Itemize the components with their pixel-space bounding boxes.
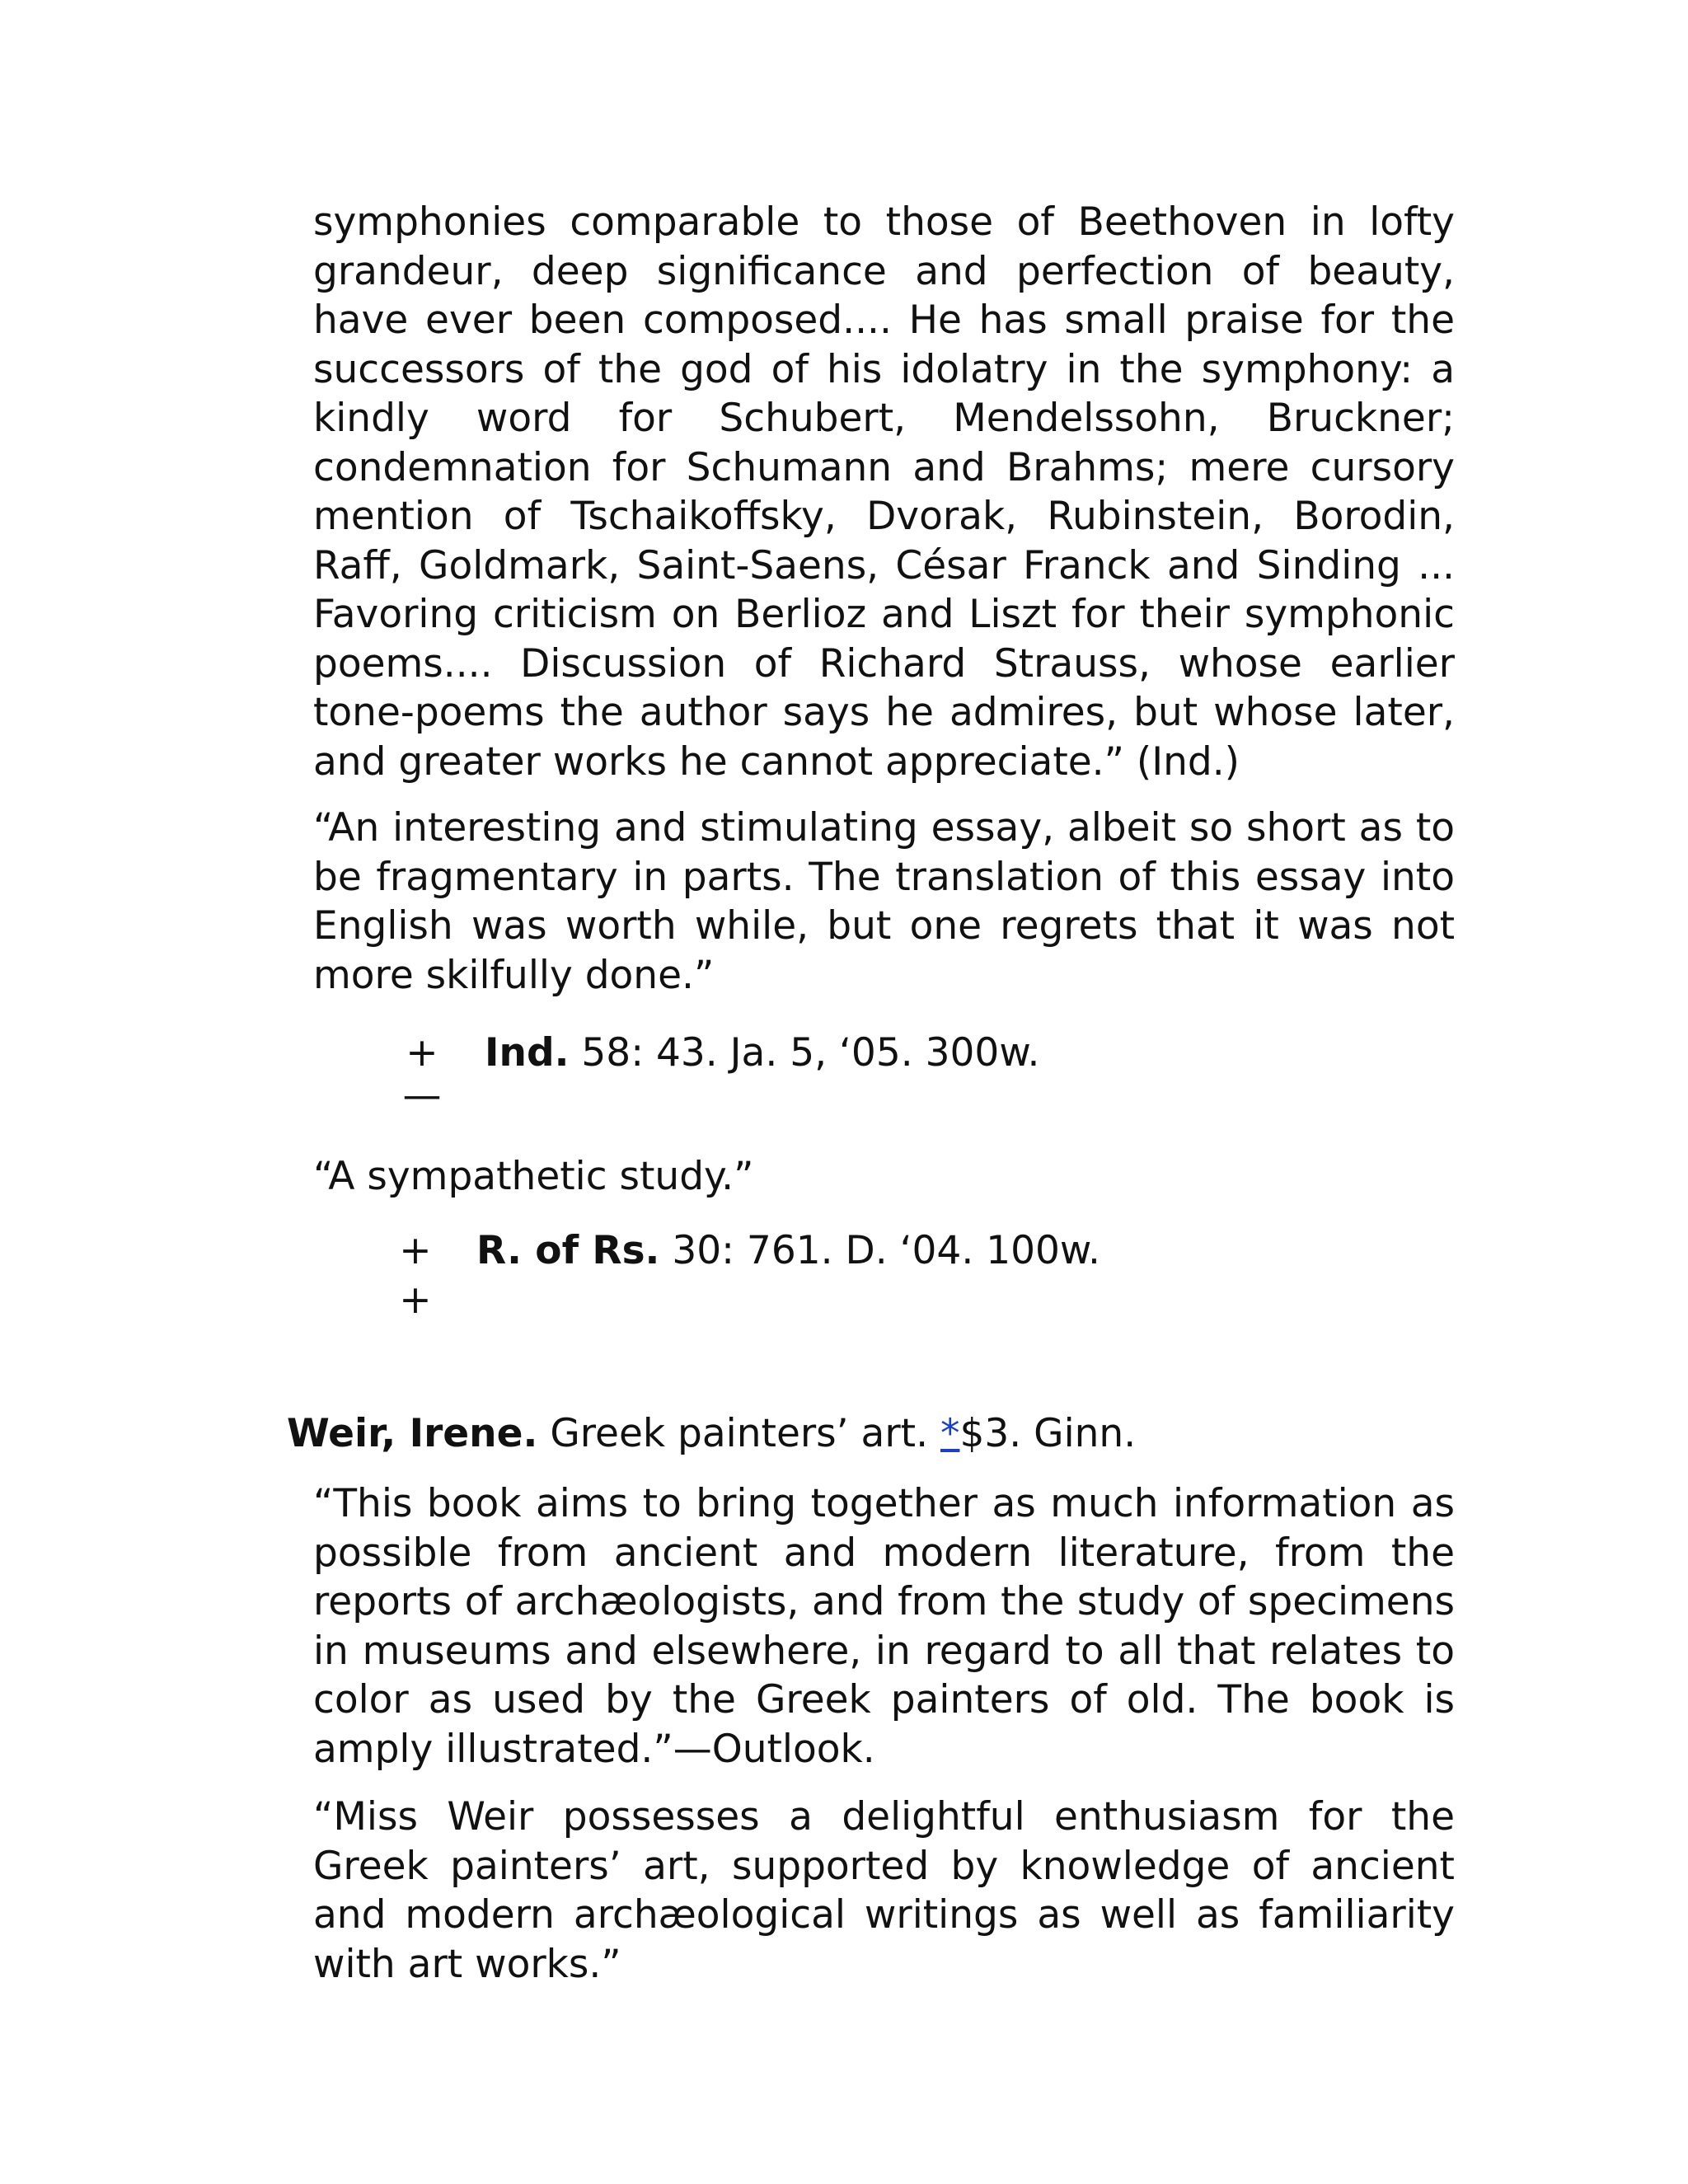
citation-1: [485, 1029, 1039, 1078]
book-entry-heading: [287, 1409, 1136, 1459]
citation-detail-1: 58: 43. Ja. 5, ‘05. 300w.: [569, 1030, 1040, 1076]
citation-source-1: Ind.: [485, 1030, 570, 1076]
rating-sign-top-1: +: [406, 1030, 438, 1076]
citation-detail-2: 30: 761. D. ‘04. 100w.: [659, 1228, 1100, 1273]
rating-sign-bottom-1: —: [402, 1073, 442, 1118]
review-paragraph-3: “A sympathetic study.”: [313, 1154, 754, 1199]
review-paragraph-5: “Miss Weir possesses a delightful enthusiasm for the Greek painters’ art, supported by knowledge of ancient and modern archæological writings as well as familiarity with art works.”: [313, 1794, 1455, 1987]
entry-price-publisher: $3. Ginn.: [959, 1411, 1137, 1456]
rating-sign-top-2: +: [399, 1228, 432, 1273]
entry-author: Weir, Irene.: [287, 1411, 538, 1456]
review-paragraph-1: symphonies comparable to those of Beethoven in lofty grandeur, deep significance and perfection of beauty, have ever been composed.... He has small praise for the successors of the god of his idolatry in the symphony: a kindly word for Schubert, Mendelssohn, Bruckner; condemnation for Schumann and Brahms; mere cursory mention of Tschaikoffsky, Dvorak, Rubinstein, Borodin, Raff, Goldmark, Saint-Saens, César Franck and Sinding ... Favoring criticism on Berlioz and Liszt for their symphonic poems.... Discussion of Richard Strauss, whose earlier tone-poems the author says he admires, but whose later, and greater works he cannot appreciate.” (Ind.): [313, 199, 1455, 785]
footnote-star-link[interactable]: *: [940, 1411, 960, 1456]
citation-2: [476, 1226, 1100, 1276]
review-paragraph-4: “This book aims to bring together as much information as possible from ancient and modern literature, from the reports of archæologists, and from the study of specimens in museums and elsewhere, in regard to all that relates to color as used by the Greek painters of old. The book is amply illustrated.”—Outlook.: [313, 1481, 1455, 1772]
rating-sign-bottom-2: +: [399, 1277, 432, 1323]
citation-source-2: R. of Rs.: [476, 1228, 660, 1273]
entry-title: Greek painters’ art.: [537, 1411, 940, 1456]
review-paragraph-2: “An interesting and stimulating essay, albeit so short as to be fragmentary in parts. The translation of this essay into English was worth while, but one regrets that it was not more skilfully done.”: [313, 805, 1455, 998]
